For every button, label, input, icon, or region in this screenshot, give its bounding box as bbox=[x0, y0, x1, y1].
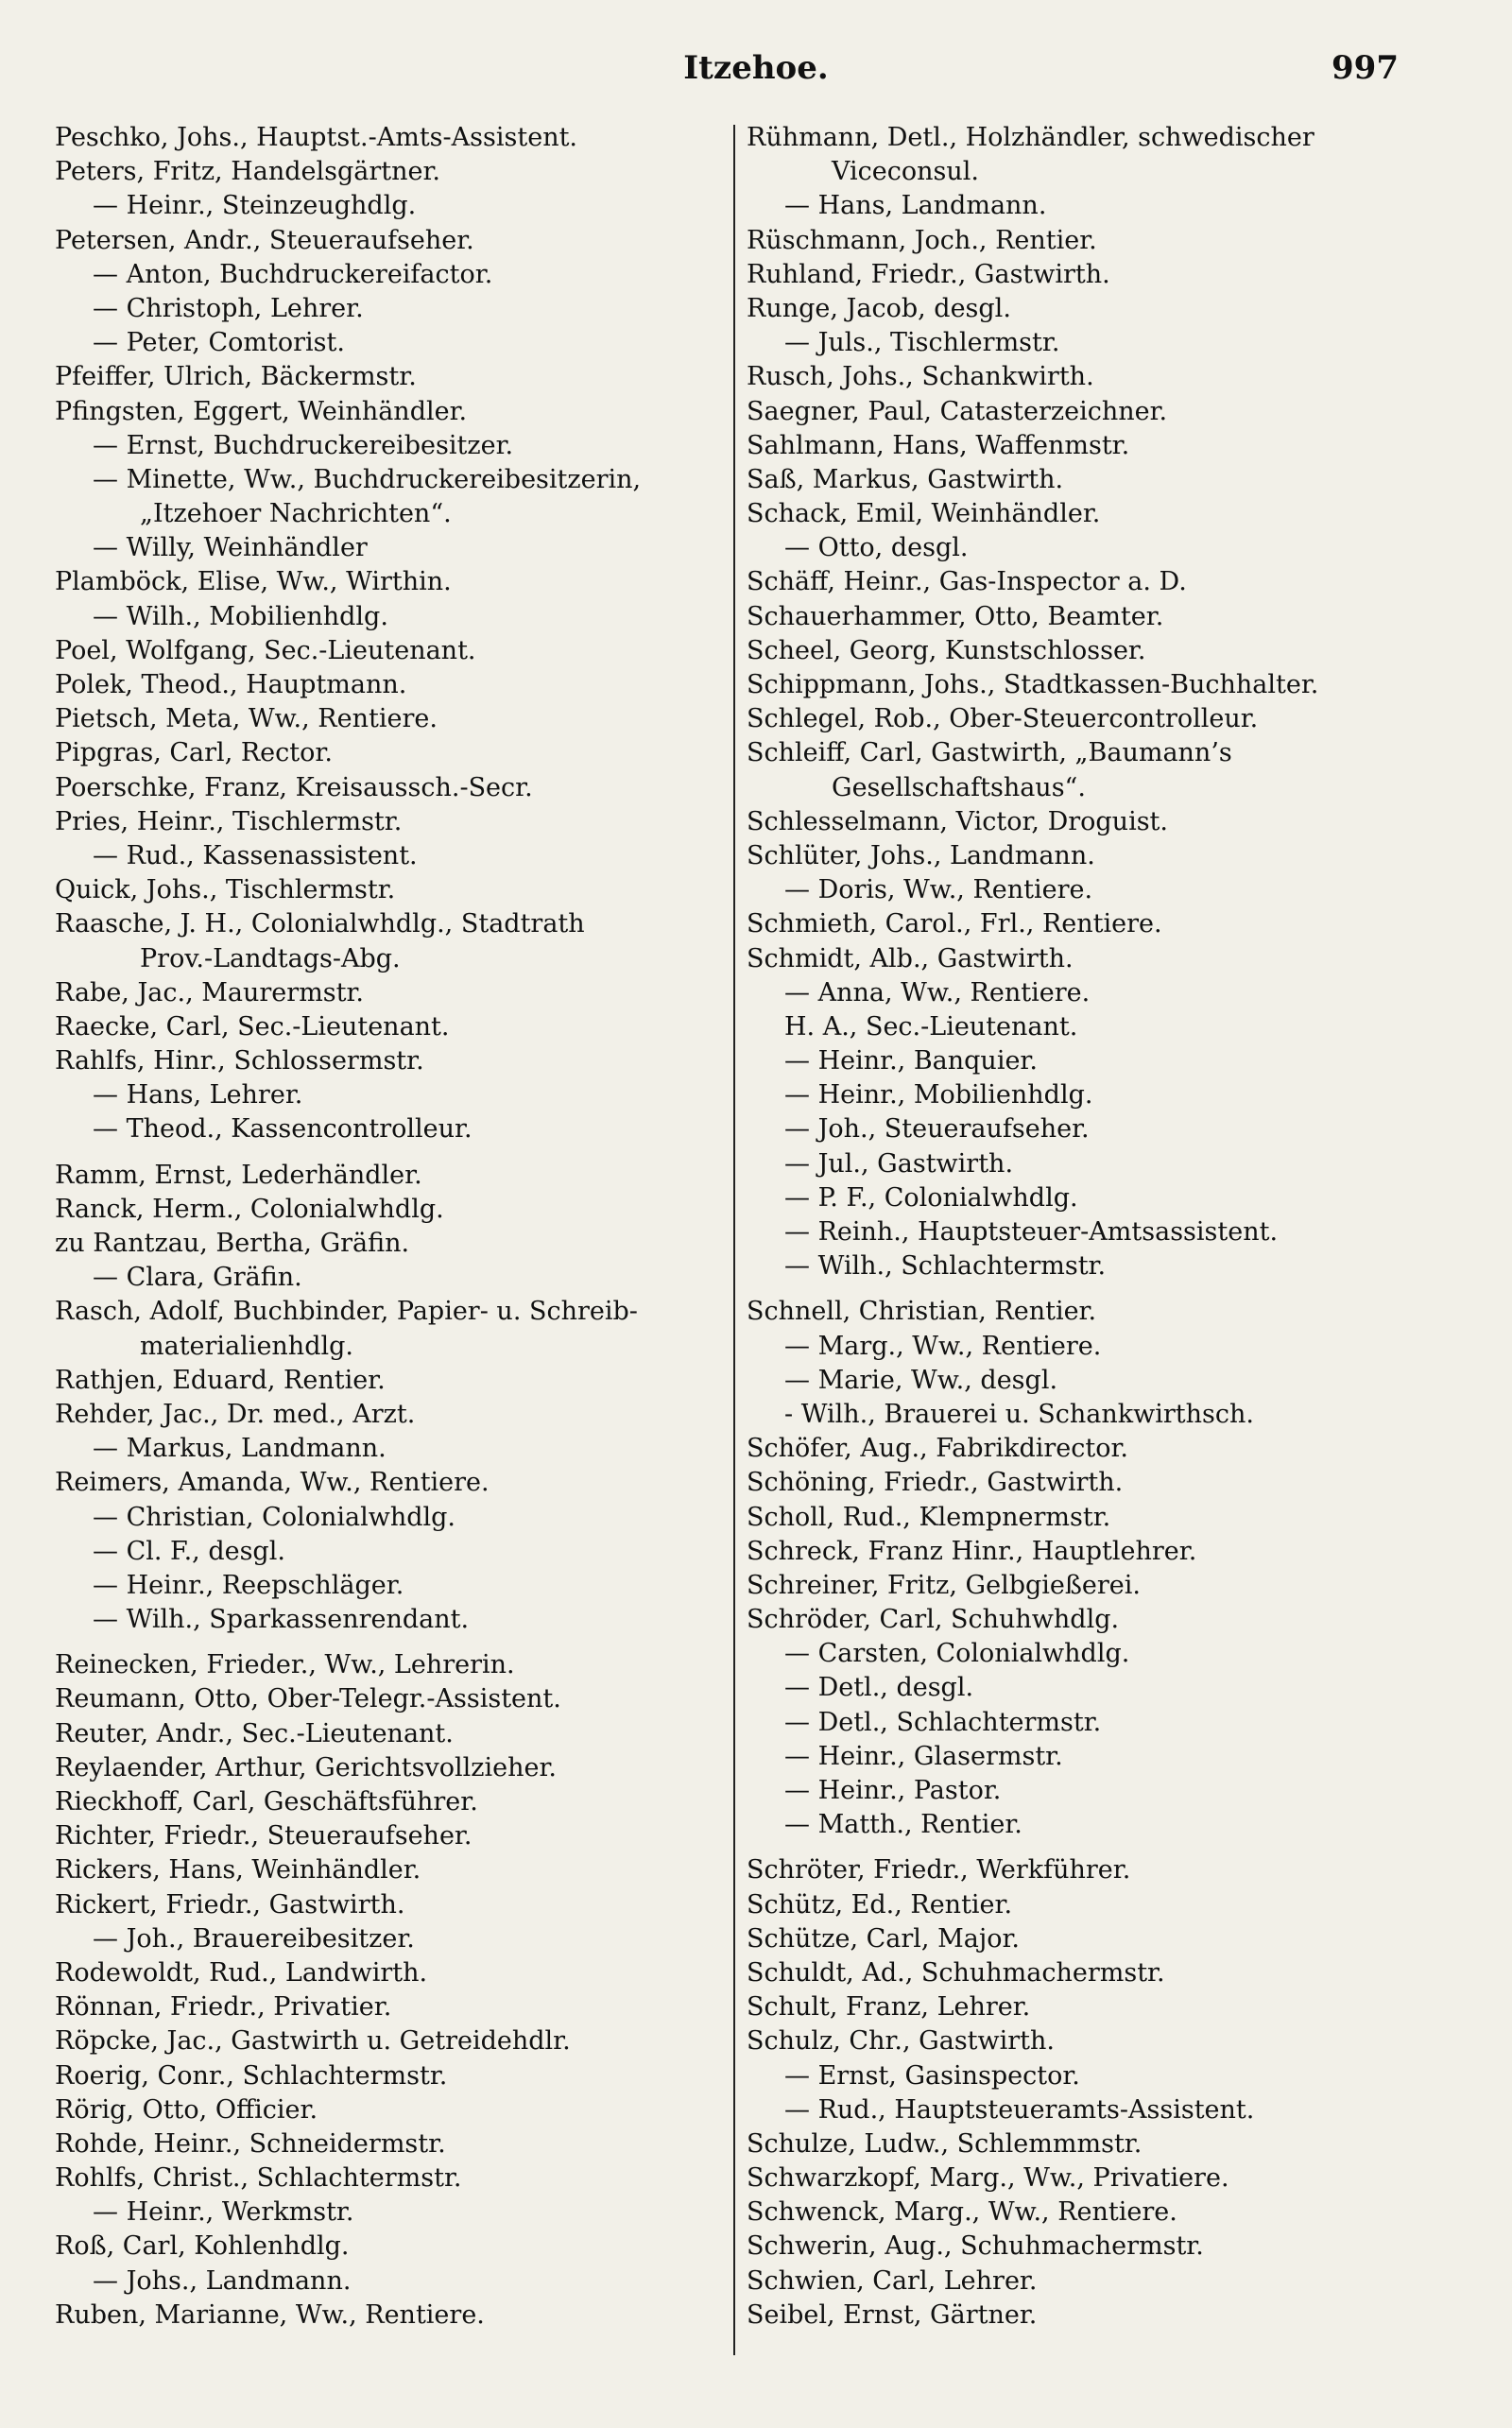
directory-entry: Schöning, Friedr., Gastwirth. bbox=[747, 1468, 1124, 1498]
directory-entry: — Marg., Ww., Rentiere. bbox=[784, 1331, 1102, 1361]
directory-entry: — Matth., Rentier. bbox=[784, 1810, 1022, 1840]
directory-entry: Saegner, Paul, Catasterzeichner. bbox=[747, 396, 1168, 426]
directory-entry: Schlüter, Johs., Landmann. bbox=[747, 840, 1095, 870]
directory-entry: — P. F., Colonialwhdlg. bbox=[784, 1182, 1078, 1213]
directory-entry: Runge, Jacob, desgl. bbox=[747, 293, 1011, 323]
directory-entry: Polek, Theod., Hauptmann. bbox=[55, 670, 407, 699]
directory-entry: — Jul., Gastwirth. bbox=[784, 1148, 1014, 1179]
directory-entry: — Otto, desgl. bbox=[784, 533, 969, 563]
directory-entry: H. A., Sec.-Lieutenant. bbox=[784, 1011, 1078, 1042]
directory-entry: Schütz, Ed., Rentier. bbox=[747, 1889, 1013, 1920]
directory-entry: Reuter, Andr., Sec.-Lieutenant. bbox=[55, 1718, 454, 1748]
directory-entry: Ruben, Marianne, Ww., Rentiere. bbox=[55, 2299, 485, 2330]
directory-entry: Schulz, Chr., Gastwirth. bbox=[747, 2026, 1056, 2057]
directory-entry: Richter, Friedr., Steueraufseher. bbox=[55, 1821, 472, 1851]
directory-entry: zu Rantzau, Bertha, Gräfin. bbox=[55, 1229, 410, 1258]
directory-entry: — Johs., Landmann. bbox=[93, 2265, 352, 2296]
directory-entry: — Willy, Weinhändler bbox=[93, 533, 368, 563]
directory-entry: — Ernst, Buchdruckereibesitzer. bbox=[93, 430, 514, 460]
directory-entry: Rehder, Jac., Dr. med., Arzt. bbox=[55, 1399, 416, 1429]
directory-entry: Ranck, Herm., Colonialwhdlg. bbox=[55, 1194, 444, 1224]
directory-entry: — Heinr., Mobilienhdlg. bbox=[784, 1080, 1093, 1111]
directory-entry: Schippmann, Johs., Stadtkassen-Buchhalter. bbox=[747, 670, 1319, 699]
directory-entry: Rieckhoff, Carl, Geschäftsführer. bbox=[55, 1787, 478, 1817]
directory-entry: Schröder, Carl, Schuhwhdlg. bbox=[747, 1605, 1120, 1635]
directory-entry: Schmieth, Carol., Frl., Rentiere. bbox=[747, 909, 1162, 939]
directory-entry: — Minette, Ww., Buchdruckereibesitzerin, bbox=[93, 464, 642, 494]
directory-entry: — Detl., desgl. bbox=[784, 1673, 974, 1703]
directory-entry: Schuldt, Ad., Schuhmachermstr. bbox=[747, 1957, 1165, 1988]
directory-entry: — Heinr., Reepschläger. bbox=[93, 1570, 404, 1600]
directory-entry: Sahlmann, Hans, Waffenmstr. bbox=[747, 430, 1130, 460]
page-title: Itzehoe. bbox=[683, 49, 829, 87]
directory-entry: — Heinr., Glasermstr. bbox=[784, 1741, 1063, 1771]
directory-entry: Pipgras, Carl, Rector. bbox=[55, 738, 333, 768]
directory-entry: Rahlfs, Hinr., Schlossermstr. bbox=[55, 1046, 424, 1076]
directory-entry: Schwien, Carl, Lehrer. bbox=[747, 2265, 1038, 2296]
directory-entry: — Joh., Brauereibesitzer. bbox=[93, 1923, 415, 1954]
directory-entry: Schäff, Heinr., Gas-Inspector a. D. bbox=[747, 567, 1187, 597]
directory-entry: Schöfer, Aug., Fabrikdirector. bbox=[747, 1434, 1128, 1464]
directory-entry: Rusch, Johs., Schankwirth. bbox=[747, 362, 1094, 392]
column-divider bbox=[733, 125, 735, 2355]
directory-entry: Poel, Wolfgang, Sec.-Lieutenant. bbox=[55, 635, 476, 665]
directory-entry: Prov.-Landtags-Abg. bbox=[140, 943, 401, 973]
directory-entry: Raasche, J. H., Colonialwhdlg., Stadtrath bbox=[55, 909, 585, 939]
directory-entry: Pries, Heinr., Tischlermstr. bbox=[55, 806, 403, 836]
directory-entry: — Marie, Ww., desgl. bbox=[784, 1365, 1058, 1395]
directory-entry: Rickers, Hans, Weinhändler. bbox=[55, 1855, 421, 1886]
directory-entry: — Cl. F., desgl. bbox=[93, 1536, 285, 1566]
directory-entry: Schauerhammer, Otto, Beamter. bbox=[747, 601, 1164, 631]
directory-entry: Reumann, Otto, Ober-Telegr.-Assistent. bbox=[55, 1684, 561, 1714]
directory-entry: Rohlfs, Christ., Schlachtermstr. bbox=[55, 2163, 462, 2194]
directory-entry: Scholl, Rud., Klempnermstr. bbox=[747, 1502, 1111, 1532]
directory-entry: Viceconsul. bbox=[832, 157, 979, 187]
directory-entry: Schleiff, Carl, Gastwirth, „Baumann’s bbox=[747, 738, 1232, 768]
directory-entry: Schwerin, Aug., Schuhmachermstr. bbox=[747, 2231, 1204, 2262]
directory-entry: Pfeiffer, Ulrich, Bäckermstr. bbox=[55, 362, 417, 392]
directory-entry: Schmidt, Alb., Gastwirth. bbox=[747, 943, 1074, 973]
directory-entry: Raecke, Carl, Sec.-Lieutenant. bbox=[55, 1011, 450, 1042]
directory-entry: — Carsten, Colonialwhdlg. bbox=[784, 1639, 1130, 1669]
directory-entry: — Christoph, Lehrer. bbox=[93, 293, 364, 323]
directory-entry: Schröter, Friedr., Werkführer. bbox=[747, 1855, 1131, 1886]
directory-entry: Schnell, Christian, Rentier. bbox=[747, 1297, 1097, 1327]
directory-entry: Saß, Markus, Gastwirth. bbox=[747, 464, 1064, 494]
directory-entry: Scheel, Georg, Kunstschlosser. bbox=[747, 635, 1146, 665]
directory-entry: Poerschke, Franz, Kreisaussch.-Secr. bbox=[55, 772, 533, 802]
directory-entry: — Hans, Lehrer. bbox=[93, 1080, 303, 1111]
directory-entry: Schult, Franz, Lehrer. bbox=[747, 1992, 1031, 2023]
directory-entry: Ramm, Ernst, Lederhändler. bbox=[55, 1160, 422, 1190]
directory-entry: Rodewoldt, Rud., Landwirth. bbox=[55, 1957, 428, 1988]
directory-entry: Rühmann, Detl., Holzhändler, schwedischer bbox=[747, 123, 1314, 152]
directory-entry: — Heinr., Steinzeughdlg. bbox=[93, 191, 417, 221]
directory-entry: Peschko, Johs., Hauptst.-Amts-Assistent. bbox=[55, 123, 578, 152]
directory-entry: Reylaender, Arthur, Gerichtsvollzieher. bbox=[55, 1752, 557, 1782]
directory-entry: — Heinr., Werkmstr. bbox=[93, 2197, 354, 2228]
directory-entry: Pfingsten, Eggert, Weinhändler. bbox=[55, 396, 468, 426]
directory-entry: — Peter, Comtorist. bbox=[93, 328, 345, 358]
directory-entry: materialienhdlg. bbox=[140, 1331, 353, 1361]
page-number: 997 bbox=[1332, 49, 1399, 87]
directory-entry: Rüschmann, Joch., Rentier. bbox=[747, 225, 1097, 255]
directory-entry: Seibel, Ernst, Gärtner. bbox=[747, 2299, 1038, 2330]
directory-entry: Pietsch, Meta, Ww., Rentiere. bbox=[55, 704, 438, 734]
directory-entry: — Christian, Colonialwhdlg. bbox=[93, 1502, 456, 1532]
directory-entry: — Reinh., Hauptsteuer-Amtsassistent. bbox=[784, 1217, 1279, 1247]
directory-entry: Schlegel, Rob., Ober-Steuercontrolleur. bbox=[747, 704, 1259, 734]
directory-entry: — Rud., Kassenassistent. bbox=[93, 840, 418, 870]
directory-entry: Quick, Johs., Tischlermstr. bbox=[55, 875, 396, 905]
directory-entry: Plamböck, Elise, Ww., Wirthin. bbox=[55, 567, 452, 597]
directory-entry: — Wilh., Sparkassenrendant. bbox=[93, 1605, 470, 1635]
directory-entry: Rickert, Friedr., Gastwirth. bbox=[55, 1889, 405, 1920]
directory-entry: Schwarzkopf, Marg., Ww., Privatiere. bbox=[747, 2163, 1229, 2194]
directory-entry: Rathjen, Eduard, Rentier. bbox=[55, 1365, 386, 1395]
directory-entry: Schlesselmann, Victor, Droguist. bbox=[747, 806, 1168, 836]
directory-entry: Schack, Emil, Weinhändler. bbox=[747, 499, 1101, 529]
right-column bbox=[747, 121, 1427, 2333]
directory-entry: Peters, Fritz, Handelsgärtner. bbox=[55, 157, 441, 187]
directory-entry: — Anton, Buchdruckereifactor. bbox=[93, 259, 493, 289]
directory-entry: Rasch, Adolf, Buchbinder, Papier- u. Schreib- bbox=[55, 1297, 638, 1327]
directory-entry: Schwenck, Marg., Ww., Rentiere. bbox=[747, 2197, 1177, 2228]
directory-entry: Ruhland, Friedr., Gastwirth. bbox=[747, 259, 1110, 289]
directory-entry: — Doris, Ww., Rentiere. bbox=[784, 875, 1093, 905]
left-column bbox=[55, 121, 735, 2333]
directory-entry: Gesellschaftshaus“. bbox=[832, 772, 1086, 802]
directory-entry: Rabe, Jac., Maurermstr. bbox=[55, 977, 365, 1007]
directory-entry: — Anna, Ww., Rentiere. bbox=[784, 977, 1091, 1007]
directory-entry: — Clara, Gräfin. bbox=[93, 1263, 302, 1293]
directory-entry: — Rud., Hauptsteueramts-Assistent. bbox=[784, 2094, 1255, 2125]
directory-entry: — Heinr., Banquier. bbox=[784, 1046, 1038, 1076]
directory-entry: Schreck, Franz Hinr., Hauptlehrer. bbox=[747, 1536, 1197, 1566]
directory-entry: Petersen, Andr., Steueraufseher. bbox=[55, 225, 474, 255]
directory-entry: Reimers, Amanda, Ww., Rentiere. bbox=[55, 1468, 490, 1498]
directory-entry: Röpcke, Jac., Gastwirth u. Getreidehdlr. bbox=[55, 2026, 571, 2057]
directory-entry: — Heinr., Pastor. bbox=[784, 1776, 1002, 1805]
directory-entry: — Joh., Steueraufseher. bbox=[784, 1114, 1090, 1145]
directory-entry: - Wilh., Brauerei u. Schankwirthsch. bbox=[784, 1399, 1254, 1429]
directory-entry: Schreiner, Fritz, Gelbgießerei. bbox=[747, 1570, 1141, 1600]
directory-entry: — Hans, Landmann. bbox=[784, 191, 1047, 221]
directory-entry: — Wilh., Mobilienhdlg. bbox=[93, 601, 388, 631]
directory-entry: — Markus, Landmann. bbox=[93, 1434, 387, 1464]
directory-entry: Reinecken, Frieder., Ww., Lehrerin. bbox=[55, 1650, 515, 1680]
directory-entry: — Theod., Kassencontrolleur. bbox=[93, 1114, 472, 1145]
directory-entry: Rönnan, Friedr., Privatier. bbox=[55, 1992, 392, 2023]
directory-entry: „Itzehoer Nachrichten“. bbox=[140, 499, 452, 529]
directory-entry: — Wilh., Schlachtermstr. bbox=[784, 1251, 1107, 1282]
directory-entry: — Detl., Schlachtermstr. bbox=[784, 1707, 1102, 1737]
directory-entry: Rörig, Otto, Officier. bbox=[55, 2094, 318, 2125]
directory-entry: Roß, Carl, Kohlenhdlg. bbox=[55, 2231, 350, 2262]
directory-entry: — Juls., Tischlermstr. bbox=[784, 328, 1060, 358]
directory-entry: Schütze, Carl, Major. bbox=[747, 1923, 1020, 1954]
directory-entry: Rohde, Heinr., Schneidermstr. bbox=[55, 2128, 446, 2159]
directory-entry: Schulze, Ludw., Schlemmmstr. bbox=[747, 2128, 1143, 2159]
directory-entry: Roerig, Conr., Schlachtermstr. bbox=[55, 2060, 448, 2091]
directory-entry: — Ernst, Gasinspector. bbox=[784, 2060, 1080, 2091]
page-header bbox=[0, 49, 1512, 96]
